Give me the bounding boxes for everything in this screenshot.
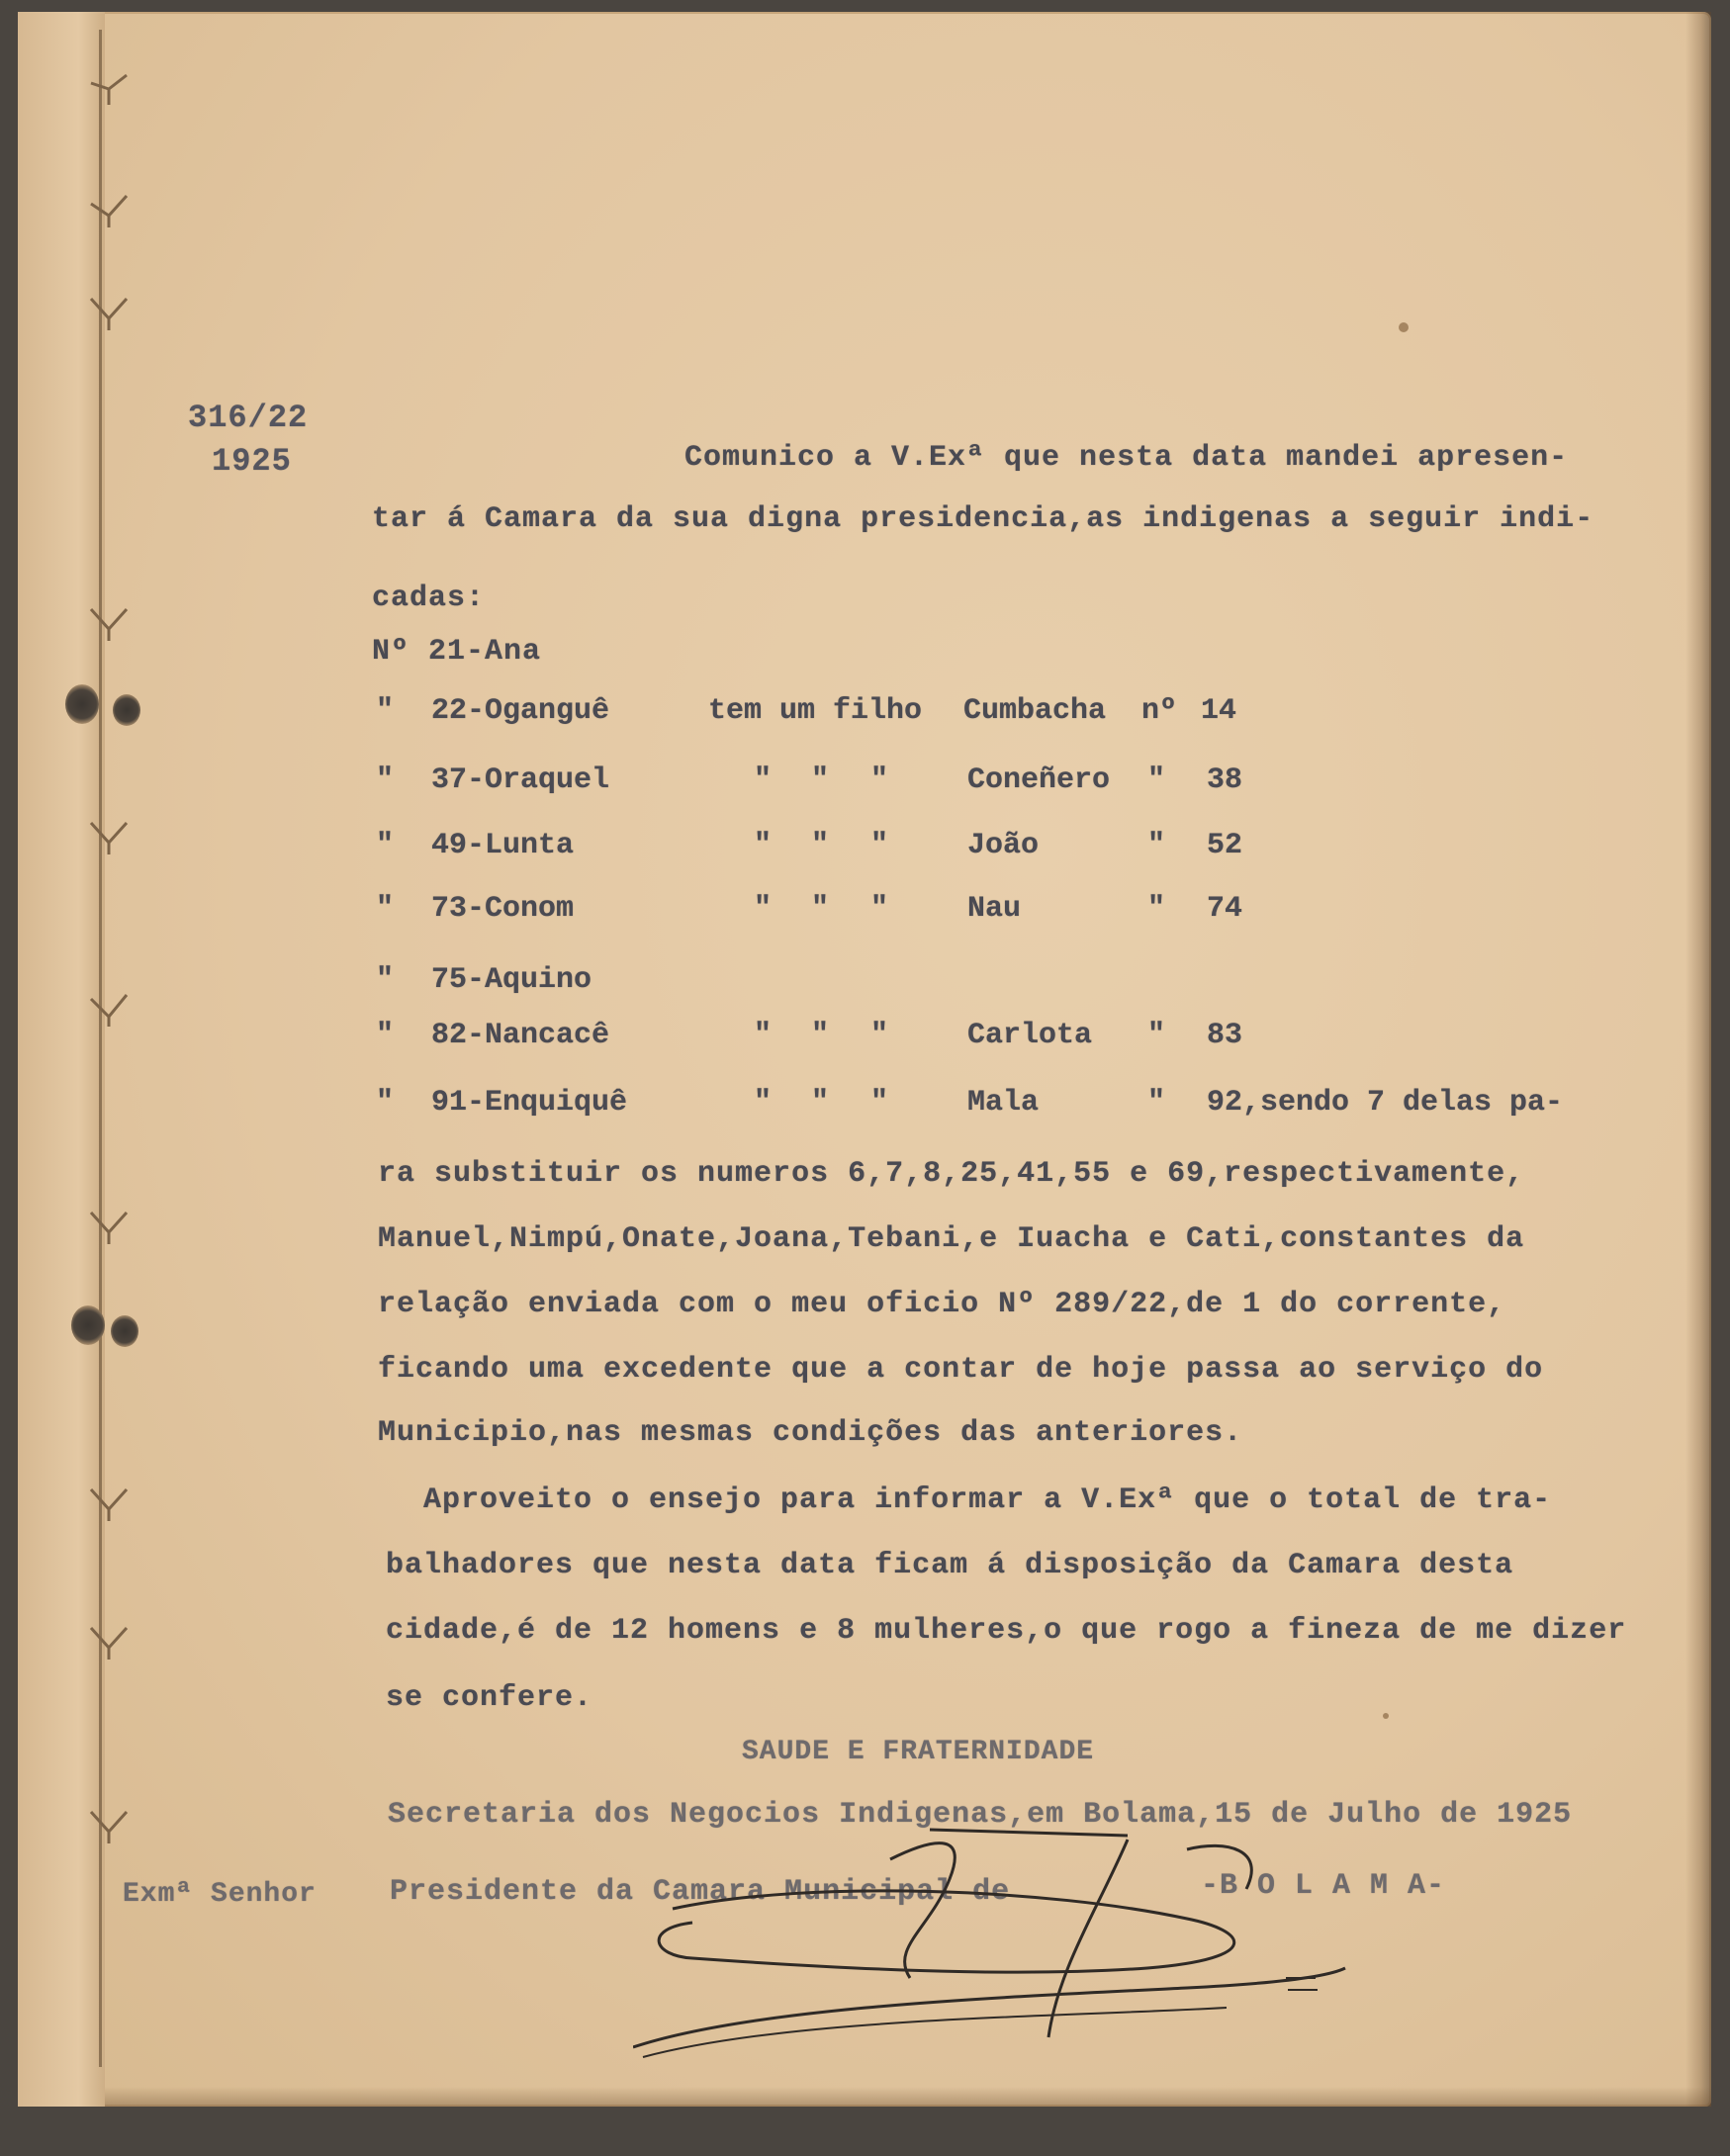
entry-child-number: 38 xyxy=(1207,764,1243,797)
ditto-mark: " xyxy=(376,892,395,926)
ditto-mark: " xyxy=(376,829,395,862)
entry-child-number: 74 xyxy=(1207,892,1243,926)
ditto-mark: " xyxy=(754,1086,773,1120)
ditto-mark: " xyxy=(754,1019,773,1052)
letter-line: cadas: xyxy=(372,582,486,615)
entry-no-mark: nº xyxy=(1141,694,1178,728)
letter-line: se confere. xyxy=(386,1681,593,1715)
stitch-icon xyxy=(87,1207,131,1246)
entry-name: 49-Lunta xyxy=(431,829,575,862)
entry-relation: tem um filho xyxy=(708,694,923,728)
entry-name: 91-Enquiquê xyxy=(431,1086,628,1120)
table-row xyxy=(376,764,1266,807)
ditto-mark: " xyxy=(870,892,889,926)
entry-child: Coneñero xyxy=(967,764,1111,797)
letter-line: tar á Camara da sua digna presidencia,as indigenas a seguir indi- xyxy=(372,502,1594,536)
addressee-label: Exmª Senhor xyxy=(123,1879,317,1910)
entry-child: Nau xyxy=(967,892,1022,926)
ditto-mark: " xyxy=(376,764,395,797)
stitch-icon xyxy=(87,293,131,332)
handwritten-signature xyxy=(633,1820,1444,2097)
binding-thread xyxy=(99,30,102,2067)
ditto-mark: " xyxy=(754,829,773,862)
entry-name: 73-Conom xyxy=(431,892,575,926)
ditto-mark: " xyxy=(811,1086,830,1120)
entry-name: 82-Nancacê xyxy=(431,1019,610,1052)
stitch-icon xyxy=(87,69,131,109)
ditto-mark: " xyxy=(870,829,889,862)
entry-child: Cumbacha xyxy=(963,694,1107,728)
entry-no-mark: " xyxy=(1147,1019,1166,1052)
entry-name: 75-Aquino xyxy=(431,963,592,997)
stitch-icon xyxy=(87,190,131,229)
ditto-mark: " xyxy=(811,764,830,797)
entry-name: 37-Oraquel xyxy=(431,764,610,797)
entry-child: Mala xyxy=(967,1086,1040,1120)
entry-no-mark: " xyxy=(1147,829,1166,862)
punch-hole-icon xyxy=(113,694,140,726)
ditto-mark: " xyxy=(870,1086,889,1120)
addressee: Presidente da Camara Municipal de xyxy=(390,1875,1011,1909)
entry-no-mark: " xyxy=(1147,1086,1166,1120)
ditto-mark: " xyxy=(811,892,830,926)
entry-child-number: 92,sendo 7 delas pa- xyxy=(1207,1086,1564,1120)
letter-line: Municipio,nas mesmas condições das anteriores. xyxy=(378,1416,1243,1450)
table-row xyxy=(376,963,1266,1007)
page-edge-right xyxy=(1685,12,1711,2107)
letter-line: Aproveito o ensejo para informar a V.Exª que o total de tra- xyxy=(423,1483,1552,1517)
reference-number: 316/22 xyxy=(188,400,309,436)
entry-no-mark: " xyxy=(1147,892,1166,926)
ditto-mark: " xyxy=(754,892,773,926)
entry-child: João xyxy=(967,829,1040,862)
entry-no-mark: " xyxy=(1147,764,1166,797)
ditto-mark: " xyxy=(376,694,395,728)
stitch-icon xyxy=(87,817,131,856)
table-row xyxy=(376,1019,1266,1062)
stitch-icon xyxy=(87,1622,131,1662)
stitch-icon xyxy=(87,1806,131,1845)
stitch-icon xyxy=(87,1483,131,1523)
reference-year: 1925 xyxy=(212,443,292,480)
letter-line: ra substituir os numeros 6,7,8,25,41,55 e 69,respectivamente, xyxy=(378,1157,1525,1191)
ditto-mark: " xyxy=(754,764,773,797)
punch-hole-icon xyxy=(65,684,99,724)
letter-line: Manuel,Nimpú,Onate,Joana,Tebani,e Iuacha e Cati,constantes da xyxy=(378,1222,1525,1256)
stitch-icon xyxy=(87,603,131,643)
first-entry: Nº 21-Ana xyxy=(372,635,542,669)
ditto-mark: " xyxy=(811,829,830,862)
letter-line: ficando uma excedente que a contar de hoje passa ao serviço do xyxy=(378,1353,1544,1387)
ditto-mark: " xyxy=(376,963,395,997)
ditto-mark: " xyxy=(811,1019,830,1052)
letter-line: relação enviada com o meu oficio Nº 289/22,de 1 do corrente, xyxy=(378,1288,1506,1321)
punch-hole-icon xyxy=(71,1305,105,1345)
paper-stain xyxy=(1399,322,1409,332)
entry-name: 22-Oganguê xyxy=(431,694,610,728)
entry-child-number: 14 xyxy=(1201,694,1237,728)
paper-stain xyxy=(1383,1713,1389,1719)
addressee-city: -B O L A M A- xyxy=(1201,1869,1446,1903)
ditto-mark: " xyxy=(870,1019,889,1052)
letter-line: Comunico a V.Exª que nesta data mandei apresen- xyxy=(684,441,1569,475)
place-date: Secretaria dos Negocios Indigenas,em Bolama,15 de Julho de 1925 xyxy=(388,1798,1573,1832)
ditto-mark: " xyxy=(870,764,889,797)
stitch-icon xyxy=(87,989,131,1029)
table-row xyxy=(376,1086,1622,1129)
table-row xyxy=(376,892,1266,936)
entry-child-number: 52 xyxy=(1207,829,1243,862)
entry-child-number: 83 xyxy=(1207,1019,1243,1052)
letter-line: cidade,é de 12 homens e 8 mulheres,o que rogo a fineza de me dizer xyxy=(386,1614,1627,1648)
entry-child: Carlota xyxy=(967,1019,1093,1052)
ditto-mark: " xyxy=(376,1086,395,1120)
letter-line: balhadores que nesta data ficam á disposição da Camara desta xyxy=(386,1549,1514,1582)
punch-hole-icon xyxy=(111,1315,138,1347)
salutation: SAUDE E FRATERNIDADE xyxy=(742,1737,1095,1767)
ditto-mark: " xyxy=(376,1019,395,1052)
table-row xyxy=(376,694,1266,738)
table-row xyxy=(376,829,1266,872)
